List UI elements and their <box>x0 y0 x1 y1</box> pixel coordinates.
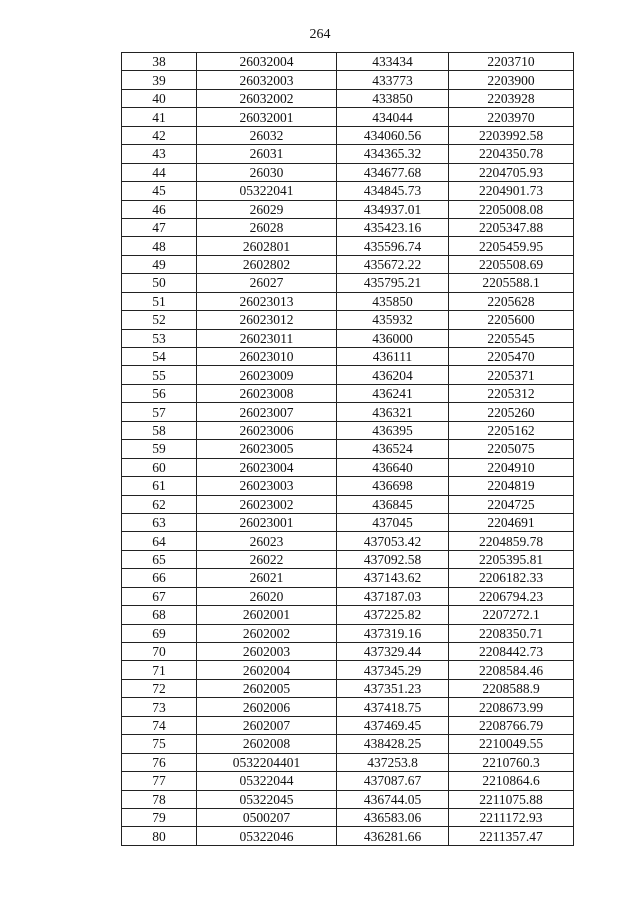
point-code-cell: 2602005 <box>197 679 337 697</box>
x-coordinate-cell: 435672.22 <box>337 255 449 273</box>
table-row <box>122 329 574 347</box>
table-row <box>122 827 574 845</box>
point-code-cell: 2602004 <box>197 661 337 679</box>
table-row <box>122 550 574 568</box>
y-coordinate-cell: 2208442.73 <box>449 643 574 661</box>
y-coordinate-cell: 2203900 <box>449 71 574 89</box>
point-code-cell: 2602801 <box>197 237 337 255</box>
point-code-cell: 26032003 <box>197 71 337 89</box>
x-coordinate-cell: 436583.06 <box>337 808 449 826</box>
x-coordinate-cell: 435596.74 <box>337 237 449 255</box>
point-number-cell: 72 <box>122 679 197 697</box>
y-coordinate-cell: 2210760.3 <box>449 753 574 771</box>
table-body <box>122 53 574 846</box>
point-code-cell: 26032001 <box>197 108 337 126</box>
point-number-cell: 70 <box>122 643 197 661</box>
y-coordinate-cell: 2210049.55 <box>449 735 574 753</box>
y-coordinate-cell: 2205162 <box>449 421 574 439</box>
table-row <box>122 698 574 716</box>
y-coordinate-cell: 2204350.78 <box>449 145 574 163</box>
y-coordinate-cell: 2204859.78 <box>449 532 574 550</box>
point-code-cell: 26023012 <box>197 311 337 329</box>
point-code-cell: 05322045 <box>197 790 337 808</box>
x-coordinate-cell: 437319.16 <box>337 624 449 642</box>
table-row <box>122 348 574 366</box>
y-coordinate-cell: 2205008.08 <box>449 200 574 218</box>
point-number-cell: 61 <box>122 477 197 495</box>
point-number-cell: 38 <box>122 53 197 71</box>
y-coordinate-cell: 2205260 <box>449 403 574 421</box>
y-coordinate-cell: 2204901.73 <box>449 182 574 200</box>
y-coordinate-cell: 2205371 <box>449 366 574 384</box>
point-number-cell: 57 <box>122 403 197 421</box>
coordinates-table <box>121 52 574 846</box>
x-coordinate-cell: 436281.66 <box>337 827 449 845</box>
point-code-cell: 26023002 <box>197 495 337 513</box>
y-coordinate-cell: 2205588.1 <box>449 274 574 292</box>
point-code-cell: 26023001 <box>197 513 337 531</box>
x-coordinate-cell: 437345.29 <box>337 661 449 679</box>
x-coordinate-cell: 433434 <box>337 53 449 71</box>
table-row <box>122 753 574 771</box>
point-number-cell: 67 <box>122 587 197 605</box>
x-coordinate-cell: 436000 <box>337 329 449 347</box>
y-coordinate-cell: 2203970 <box>449 108 574 126</box>
x-coordinate-cell: 437143.62 <box>337 569 449 587</box>
x-coordinate-cell: 437187.03 <box>337 587 449 605</box>
table-row <box>122 108 574 126</box>
point-code-cell: 2602002 <box>197 624 337 642</box>
point-code-cell: 2602003 <box>197 643 337 661</box>
point-code-cell: 26030 <box>197 163 337 181</box>
point-code-cell: 26023013 <box>197 292 337 310</box>
point-code-cell: 26020 <box>197 587 337 605</box>
point-number-cell: 73 <box>122 698 197 716</box>
point-number-cell: 48 <box>122 237 197 255</box>
table-row <box>122 606 574 624</box>
x-coordinate-cell: 433850 <box>337 89 449 107</box>
y-coordinate-cell: 2205545 <box>449 329 574 347</box>
x-coordinate-cell: 437329.44 <box>337 643 449 661</box>
table-row <box>122 403 574 421</box>
table-row <box>122 679 574 697</box>
y-coordinate-cell: 2205470 <box>449 348 574 366</box>
y-coordinate-cell: 2208584.46 <box>449 661 574 679</box>
x-coordinate-cell: 437418.75 <box>337 698 449 716</box>
point-code-cell: 26032002 <box>197 89 337 107</box>
y-coordinate-cell: 2204819 <box>449 477 574 495</box>
x-coordinate-cell: 434677.68 <box>337 163 449 181</box>
y-coordinate-cell: 2205508.69 <box>449 255 574 273</box>
point-code-cell: 2602007 <box>197 716 337 734</box>
point-code-cell: 26022 <box>197 550 337 568</box>
point-code-cell: 26023003 <box>197 477 337 495</box>
table-row <box>122 274 574 292</box>
y-coordinate-cell: 2206794.23 <box>449 587 574 605</box>
table-row <box>122 477 574 495</box>
point-number-cell: 51 <box>122 292 197 310</box>
point-code-cell: 2602006 <box>197 698 337 716</box>
point-code-cell: 26023005 <box>197 440 337 458</box>
y-coordinate-cell: 2210864.6 <box>449 772 574 790</box>
point-code-cell: 26023006 <box>197 421 337 439</box>
table-row <box>122 218 574 236</box>
table-row <box>122 624 574 642</box>
x-coordinate-cell: 436744.05 <box>337 790 449 808</box>
point-number-cell: 43 <box>122 145 197 163</box>
table-row <box>122 513 574 531</box>
x-coordinate-cell: 434365.32 <box>337 145 449 163</box>
point-number-cell: 78 <box>122 790 197 808</box>
y-coordinate-cell: 2205347.88 <box>449 218 574 236</box>
table-row <box>122 255 574 273</box>
y-coordinate-cell: 2205395.81 <box>449 550 574 568</box>
y-coordinate-cell: 2207272.1 <box>449 606 574 624</box>
x-coordinate-cell: 436241 <box>337 384 449 402</box>
point-code-cell: 26031 <box>197 145 337 163</box>
x-coordinate-cell: 435932 <box>337 311 449 329</box>
table-row <box>122 366 574 384</box>
point-number-cell: 68 <box>122 606 197 624</box>
point-code-cell: 26029 <box>197 200 337 218</box>
point-number-cell: 65 <box>122 550 197 568</box>
point-code-cell: 05322046 <box>197 827 337 845</box>
table-row <box>122 790 574 808</box>
table-row <box>122 643 574 661</box>
x-coordinate-cell: 437087.67 <box>337 772 449 790</box>
point-number-cell: 42 <box>122 126 197 144</box>
point-number-cell: 79 <box>122 808 197 826</box>
x-coordinate-cell: 436640 <box>337 458 449 476</box>
y-coordinate-cell: 2211075.88 <box>449 790 574 808</box>
point-code-cell: 0500207 <box>197 808 337 826</box>
y-coordinate-cell: 2205312 <box>449 384 574 402</box>
x-coordinate-cell: 436845 <box>337 495 449 513</box>
y-coordinate-cell: 2211172.93 <box>449 808 574 826</box>
table-row <box>122 458 574 476</box>
table-row <box>122 772 574 790</box>
point-number-cell: 74 <box>122 716 197 734</box>
table-row <box>122 808 574 826</box>
y-coordinate-cell: 2205628 <box>449 292 574 310</box>
table-row <box>122 569 574 587</box>
y-coordinate-cell: 2208766.79 <box>449 716 574 734</box>
table-row <box>122 440 574 458</box>
x-coordinate-cell: 435795.21 <box>337 274 449 292</box>
table-row <box>122 89 574 107</box>
point-number-cell: 56 <box>122 384 197 402</box>
x-coordinate-cell: 437053.42 <box>337 532 449 550</box>
table-row <box>122 182 574 200</box>
point-code-cell: 26023004 <box>197 458 337 476</box>
page-number: 264 <box>309 27 331 42</box>
x-coordinate-cell: 436321 <box>337 403 449 421</box>
y-coordinate-cell: 2205459.95 <box>449 237 574 255</box>
x-coordinate-cell: 436111 <box>337 348 449 366</box>
y-coordinate-cell: 2208350.71 <box>449 624 574 642</box>
point-number-cell: 50 <box>122 274 197 292</box>
x-coordinate-cell: 437351.23 <box>337 679 449 697</box>
table-row <box>122 716 574 734</box>
table-row <box>122 495 574 513</box>
y-coordinate-cell: 2203710 <box>449 53 574 71</box>
x-coordinate-cell: 437469.45 <box>337 716 449 734</box>
point-number-cell: 49 <box>122 255 197 273</box>
y-coordinate-cell: 2204705.93 <box>449 163 574 181</box>
point-number-cell: 52 <box>122 311 197 329</box>
point-code-cell: 0532204401 <box>197 753 337 771</box>
point-number-cell: 45 <box>122 182 197 200</box>
point-code-cell: 26023 <box>197 532 337 550</box>
y-coordinate-cell: 2205075 <box>449 440 574 458</box>
point-number-cell: 40 <box>122 89 197 107</box>
point-code-cell: 2602001 <box>197 606 337 624</box>
point-number-cell: 62 <box>122 495 197 513</box>
point-number-cell: 66 <box>122 569 197 587</box>
table-row <box>122 735 574 753</box>
x-coordinate-cell: 434044 <box>337 108 449 126</box>
point-code-cell: 26023007 <box>197 403 337 421</box>
x-coordinate-cell: 434060.56 <box>337 126 449 144</box>
point-number-cell: 39 <box>122 71 197 89</box>
point-code-cell: 26023009 <box>197 366 337 384</box>
point-code-cell: 26028 <box>197 218 337 236</box>
table-row <box>122 661 574 679</box>
point-number-cell: 75 <box>122 735 197 753</box>
x-coordinate-cell: 437092.58 <box>337 550 449 568</box>
point-number-cell: 55 <box>122 366 197 384</box>
point-number-cell: 64 <box>122 532 197 550</box>
point-code-cell: 26023010 <box>197 348 337 366</box>
point-number-cell: 63 <box>122 513 197 531</box>
point-number-cell: 41 <box>122 108 197 126</box>
point-number-cell: 59 <box>122 440 197 458</box>
x-coordinate-cell: 438428.25 <box>337 735 449 753</box>
table-row <box>122 126 574 144</box>
table-row <box>122 587 574 605</box>
x-coordinate-cell: 435423.16 <box>337 218 449 236</box>
y-coordinate-cell: 2203992.58 <box>449 126 574 144</box>
x-coordinate-cell: 436395 <box>337 421 449 439</box>
point-code-cell: 26021 <box>197 569 337 587</box>
point-number-cell: 71 <box>122 661 197 679</box>
x-coordinate-cell: 437253.8 <box>337 753 449 771</box>
table-row <box>122 384 574 402</box>
x-coordinate-cell: 434937.01 <box>337 200 449 218</box>
point-number-cell: 53 <box>122 329 197 347</box>
point-code-cell: 2602008 <box>197 735 337 753</box>
point-number-cell: 76 <box>122 753 197 771</box>
point-number-cell: 77 <box>122 772 197 790</box>
x-coordinate-cell: 436698 <box>337 477 449 495</box>
table-row <box>122 311 574 329</box>
point-code-cell: 26027 <box>197 274 337 292</box>
point-number-cell: 44 <box>122 163 197 181</box>
point-code-cell: 05322041 <box>197 182 337 200</box>
point-number-cell: 80 <box>122 827 197 845</box>
y-coordinate-cell: 2205600 <box>449 311 574 329</box>
point-number-cell: 54 <box>122 348 197 366</box>
x-coordinate-cell: 437225.82 <box>337 606 449 624</box>
table-row <box>122 71 574 89</box>
y-coordinate-cell: 2206182.33 <box>449 569 574 587</box>
table-row <box>122 163 574 181</box>
point-code-cell: 26032 <box>197 126 337 144</box>
point-number-cell: 69 <box>122 624 197 642</box>
x-coordinate-cell: 436204 <box>337 366 449 384</box>
point-code-cell: 2602802 <box>197 255 337 273</box>
x-coordinate-cell: 434845.73 <box>337 182 449 200</box>
point-number-cell: 46 <box>122 200 197 218</box>
x-coordinate-cell: 435850 <box>337 292 449 310</box>
x-coordinate-cell: 437045 <box>337 513 449 531</box>
table-row <box>122 145 574 163</box>
y-coordinate-cell: 2208588.9 <box>449 679 574 697</box>
table-row <box>122 53 574 71</box>
y-coordinate-cell: 2204725 <box>449 495 574 513</box>
table-row <box>122 200 574 218</box>
x-coordinate-cell: 433773 <box>337 71 449 89</box>
point-number-cell: 58 <box>122 421 197 439</box>
x-coordinate-cell: 436524 <box>337 440 449 458</box>
table-row <box>122 421 574 439</box>
point-code-cell: 26032004 <box>197 53 337 71</box>
table-row <box>122 237 574 255</box>
y-coordinate-cell: 2208673.99 <box>449 698 574 716</box>
point-code-cell: 26023011 <box>197 329 337 347</box>
point-code-cell: 05322044 <box>197 772 337 790</box>
y-coordinate-cell: 2203928 <box>449 89 574 107</box>
point-number-cell: 60 <box>122 458 197 476</box>
point-number-cell: 47 <box>122 218 197 236</box>
table-row <box>122 292 574 310</box>
point-code-cell: 26023008 <box>197 384 337 402</box>
y-coordinate-cell: 2204910 <box>449 458 574 476</box>
table-row <box>122 532 574 550</box>
y-coordinate-cell: 2204691 <box>449 513 574 531</box>
y-coordinate-cell: 2211357.47 <box>449 827 574 845</box>
